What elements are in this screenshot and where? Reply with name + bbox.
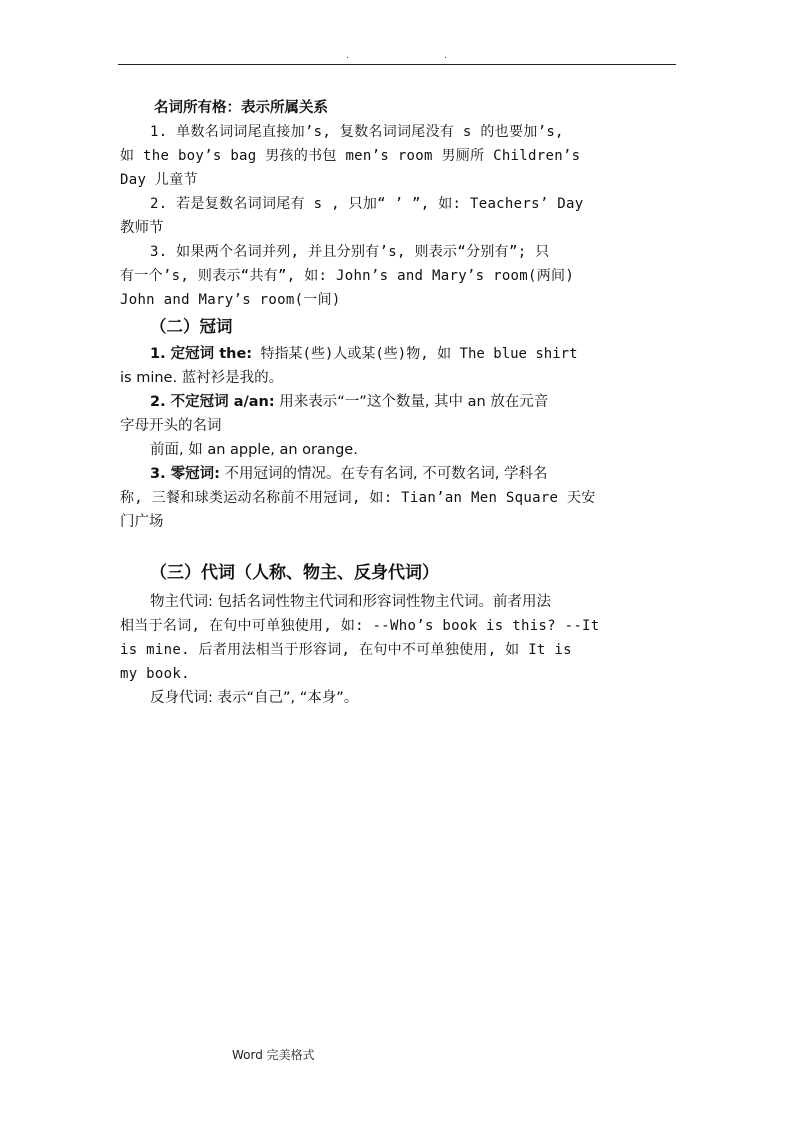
header-dot: . [346, 51, 349, 61]
term-definite-article: 1. 定冠词 the: [150, 346, 253, 362]
paragraph-line: my book. [120, 666, 190, 682]
term-zero-article: 3. 零冠词: [150, 466, 220, 482]
paragraph-line: 字母开头的名词 [120, 418, 222, 434]
paragraph-line [120, 342, 680, 366]
paragraph-line: 有一个’s, 则表示“共有”, 如: John’s and Mary’s room(两间) [120, 268, 575, 284]
document-body [120, 96, 680, 710]
footer-text: Word 完美格式 [232, 1048, 315, 1062]
header-rule [118, 64, 676, 65]
paragraph-line: is mine. 蓝衬衫是我的。 [120, 370, 284, 386]
paragraph-line: 物主代词: 包括名词性物主代词和形容词性物主代词。前者用法 [150, 594, 551, 610]
paragraph-line: 反身代词: 表示“自己”, “本身”。 [150, 690, 359, 706]
paragraph-line: 2. 若是复数名词词尾有 s , 只加“ ’ ”, 如: Teachers’ Day [150, 196, 584, 212]
paragraph-line [120, 462, 680, 486]
header-dot: . [444, 51, 447, 61]
paragraph-line: 3. 如果两个名词并列, 并且分别有’s, 则表示“分别有”; 只 [150, 244, 550, 260]
paragraph-line: 前面, 如 an apple, an orange. [150, 442, 358, 458]
section-heading-possessive: 名词所有格：表示所属关系 [154, 100, 328, 116]
paragraph-line: 相当于名词, 在句中可单独使用, 如: --Who’s book is this? --It [120, 618, 600, 634]
paragraph-line: 教师节 [120, 220, 164, 236]
spacer [120, 534, 680, 556]
paragraph-line: 门广场 [120, 514, 164, 530]
paragraph-line: John and Mary’s room(一间) [120, 292, 341, 308]
paragraph-line: Day 儿童节 [120, 172, 198, 188]
section-heading-pronouns: （三）代词（人称、物主、反身代词） [150, 563, 439, 583]
term-indefinite-article: 2. 不定冠词 a/an: [150, 394, 275, 410]
term-text: 不用冠词的情况。在专有名词, 不可数名词, 学科名 [219, 466, 548, 482]
term-text: 特指某(些)人或某(些)物, 如 The blue shirt [252, 346, 578, 362]
paragraph-line: is mine. 后者用法相当于形容词, 在句中不可单独使用, 如 It is [120, 642, 572, 658]
paragraph-line: 如 the boy’s bag 男孩的书包 men’s room 男厕所 Children’s [120, 148, 581, 164]
paragraph-line: 1. 单数名词词尾直接加’s, 复数名词词尾没有 s 的也要加’s, [150, 124, 564, 140]
paragraph-line: 称, 三餐和球类运动名称前不用冠词, 如: Tian’an Men Square 天安 [120, 490, 596, 506]
header-dots [0, 52, 794, 62]
section-heading-articles: （二）冠词 [150, 317, 233, 336]
paragraph-line [120, 390, 680, 414]
term-text: 用来表示“一”这个数量, 其中 an 放在元音 [274, 394, 549, 410]
